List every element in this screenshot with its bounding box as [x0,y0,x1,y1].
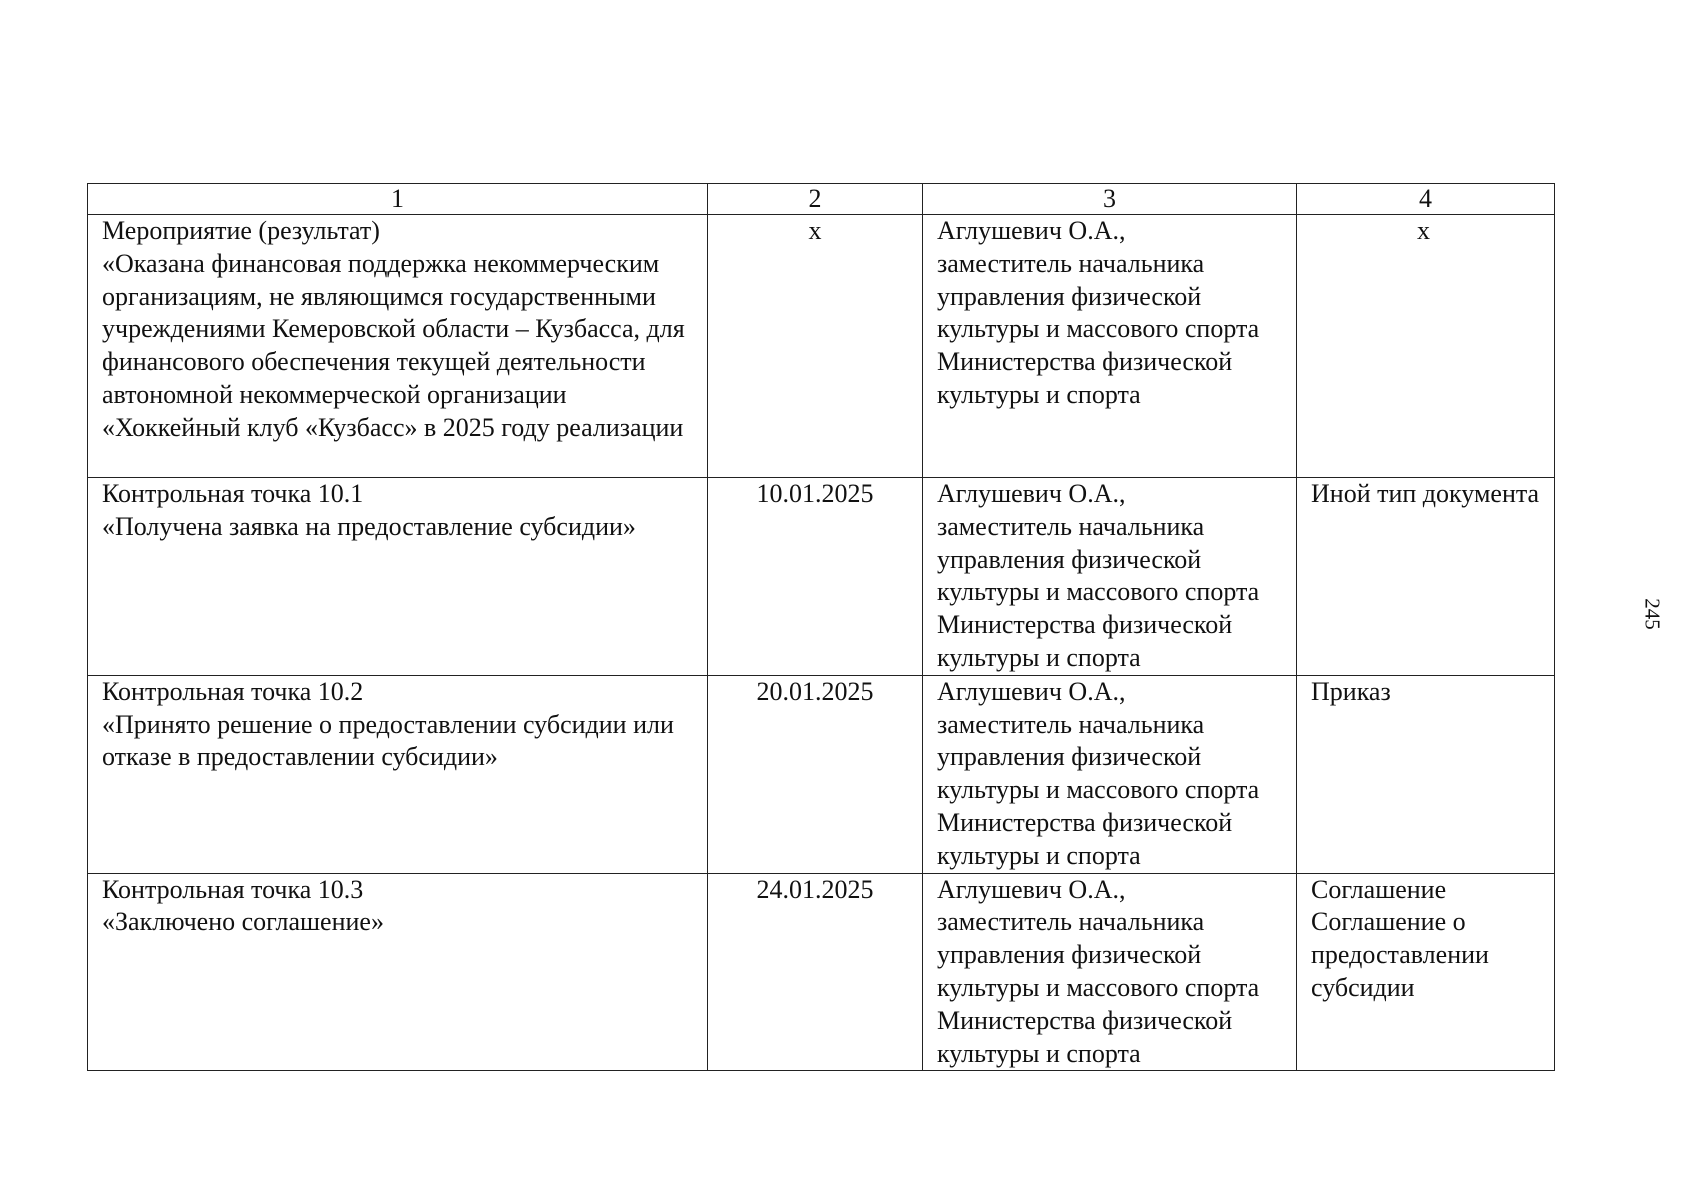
event-description-cell: Контрольная точка 10.2 «Принято решение о предоставлении субсидии или отказе в предоставлении субсидии» [88,675,708,873]
header-cell-1: 1 [88,184,708,215]
header-cell-3: 3 [923,184,1297,215]
responsible-cell: Аглушевич О.А., заместитель начальника управления физической культуры и массового спорта Министерства физической культуры и спорта [923,478,1297,676]
event-description-cell: Мероприятие (результат) «Оказана финансовая поддержка некоммерческим организациям, не являющимся государственными учреждениями Кемеровской области – Кузбасса, для финансового обеспечения текущей деятельности автономной некоммерческой организации «Хоккейный клуб «Кузбасс» в 2025 году реализации [88,215,708,478]
document-type-cell: Приказ [1297,675,1555,873]
deadline-cell: 10.01.2025 [708,478,923,676]
responsible-cell: Аглушевич О.А., заместитель начальника управления физической культуры и массового спорта Министерства физической культуры и спорта [923,873,1297,1071]
table-row [88,873,1555,1071]
table-row [88,478,1555,676]
document-type-cell: Иной тип документа [1297,478,1555,676]
document-table [87,183,1555,1071]
deadline-cell: 24.01.2025 [708,873,923,1071]
responsible-cell: Аглушевич О.А., заместитель начальника управления физической культуры и массового спорта Министерства физической культуры и спорта [923,675,1297,873]
responsible-cell: Аглушевич О.А., заместитель начальника управления физической культуры и массового спорта Министерства физической культуры и спорта [923,215,1297,478]
deadline-cell: 20.01.2025 [708,675,923,873]
table-row [88,215,1555,478]
table-row [88,675,1555,873]
document-type-cell: Соглашение Соглашение о предоставлении субсидии [1297,873,1555,1071]
event-description-cell: Контрольная точка 10.1 «Получена заявка на предоставление субсидии» [88,478,708,676]
page-number: 245 [1640,598,1665,630]
document-type-cell: x [1297,215,1555,478]
event-description-cell: Контрольная точка 10.3 «Заключено соглашение» [88,873,708,1071]
table-header-row [88,184,1555,215]
header-cell-4: 4 [1297,184,1555,215]
header-cell-2: 2 [708,184,923,215]
deadline-cell: x [708,215,923,478]
